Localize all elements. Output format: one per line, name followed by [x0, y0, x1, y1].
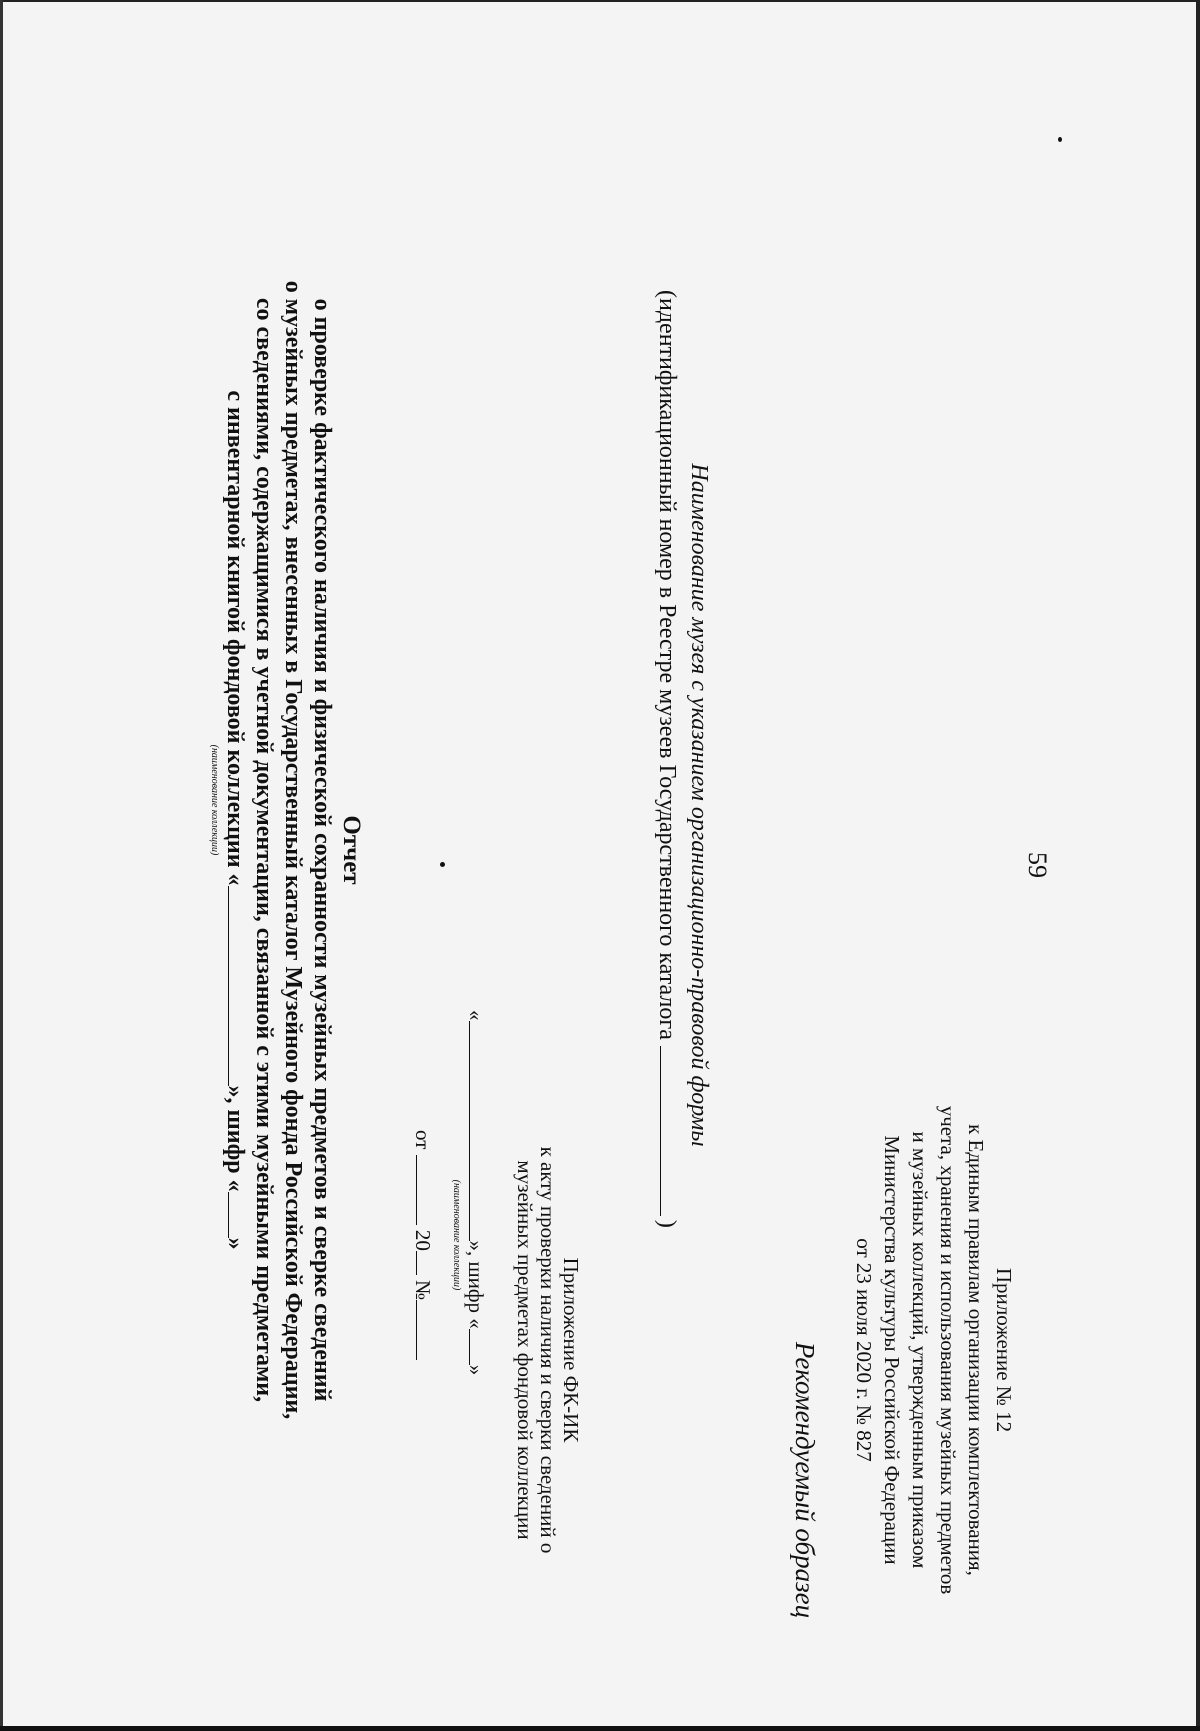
- approval-line: учета, хранения и использования музейных предметов: [936, 1105, 960, 1595]
- report-last-line: [221, 160, 248, 1480]
- approval-line: от 23 июля 2020 г. № 827: [852, 1238, 876, 1462]
- catalog-id-line: [653, 290, 680, 1290]
- close-quote: »: [464, 1364, 488, 1376]
- report-close-quote: »: [222, 1237, 248, 1250]
- appendix-date-row: [410, 1130, 435, 1630]
- date-prefix: от: [411, 1130, 435, 1150]
- number-sign: №: [411, 1280, 435, 1301]
- collection-name-caption: (наименование коллекции): [451, 1179, 462, 1291]
- cipher-label: », шифр «: [464, 1240, 488, 1329]
- catalog-id-close-paren: ): [654, 1219, 680, 1228]
- approval-line: к Единым правилам организации комплектования,: [964, 1124, 988, 1576]
- approval-line: и музейных коллекций, утвержденным приказом: [908, 1131, 932, 1569]
- report-line: со сведениями, содержащимися в учетной документации, связанной с этими музейными предметами,: [251, 297, 277, 1403]
- approval-appendix-title: Приложение № 12: [992, 1267, 1016, 1433]
- collection-name-blank[interactable]: [469, 1021, 470, 1241]
- page-number: 59: [1023, 852, 1052, 878]
- year-blank[interactable]: [416, 1251, 417, 1275]
- report-collection-caption: (наименование коллекции): [209, 744, 220, 856]
- appendix-fk-line: к акту проверки наличия и сверки сведений о: [536, 1146, 560, 1554]
- approval-line: Министерства культуры Российской Федерации: [880, 1135, 904, 1565]
- catalog-id-text: (идентификационный номер в Реестре музеев Государственного каталога: [654, 290, 680, 1040]
- report-cipher-blank[interactable]: [228, 1192, 229, 1238]
- appendix-fk-title: Приложение ФК-ИК: [559, 1257, 583, 1443]
- report-subtitle: [249, 40, 336, 1660]
- report-title: Отчет: [338, 815, 365, 885]
- museum-name-line: Наименование музея с указанием организационно-правовой формы: [686, 463, 712, 1147]
- report-cipher-label: », шифр «: [222, 1085, 248, 1192]
- open-quote: «: [464, 1010, 488, 1021]
- date-blank[interactable]: [416, 1155, 417, 1225]
- report-last-prefix: с инвентарной книгой фондовой коллекции «: [222, 390, 248, 886]
- cipher-blank[interactable]: [469, 1329, 470, 1365]
- report-collection-blank[interactable]: [228, 886, 229, 1086]
- appendix-collection-row: [463, 1010, 488, 1670]
- catalog-id-blank[interactable]: [660, 1046, 661, 1216]
- report-line: о проверке фактического наличия и физической сохранности музейных предметов и сверке сведений: [309, 298, 335, 1402]
- appendix-fk-block: [513, 1040, 582, 1660]
- sample-label: Рекомендуемый образец: [790, 1341, 820, 1619]
- year-prefix: 20: [411, 1229, 435, 1251]
- appendix-fk-line: музейных предметах фондовой коллекции: [513, 1160, 537, 1540]
- approval-block: [850, 1040, 1018, 1660]
- number-blank[interactable]: [416, 1300, 417, 1360]
- report-line: о музейных предметах, внесенных в Государственный каталог Музейного фонда Российской Федерации,: [280, 280, 306, 1420]
